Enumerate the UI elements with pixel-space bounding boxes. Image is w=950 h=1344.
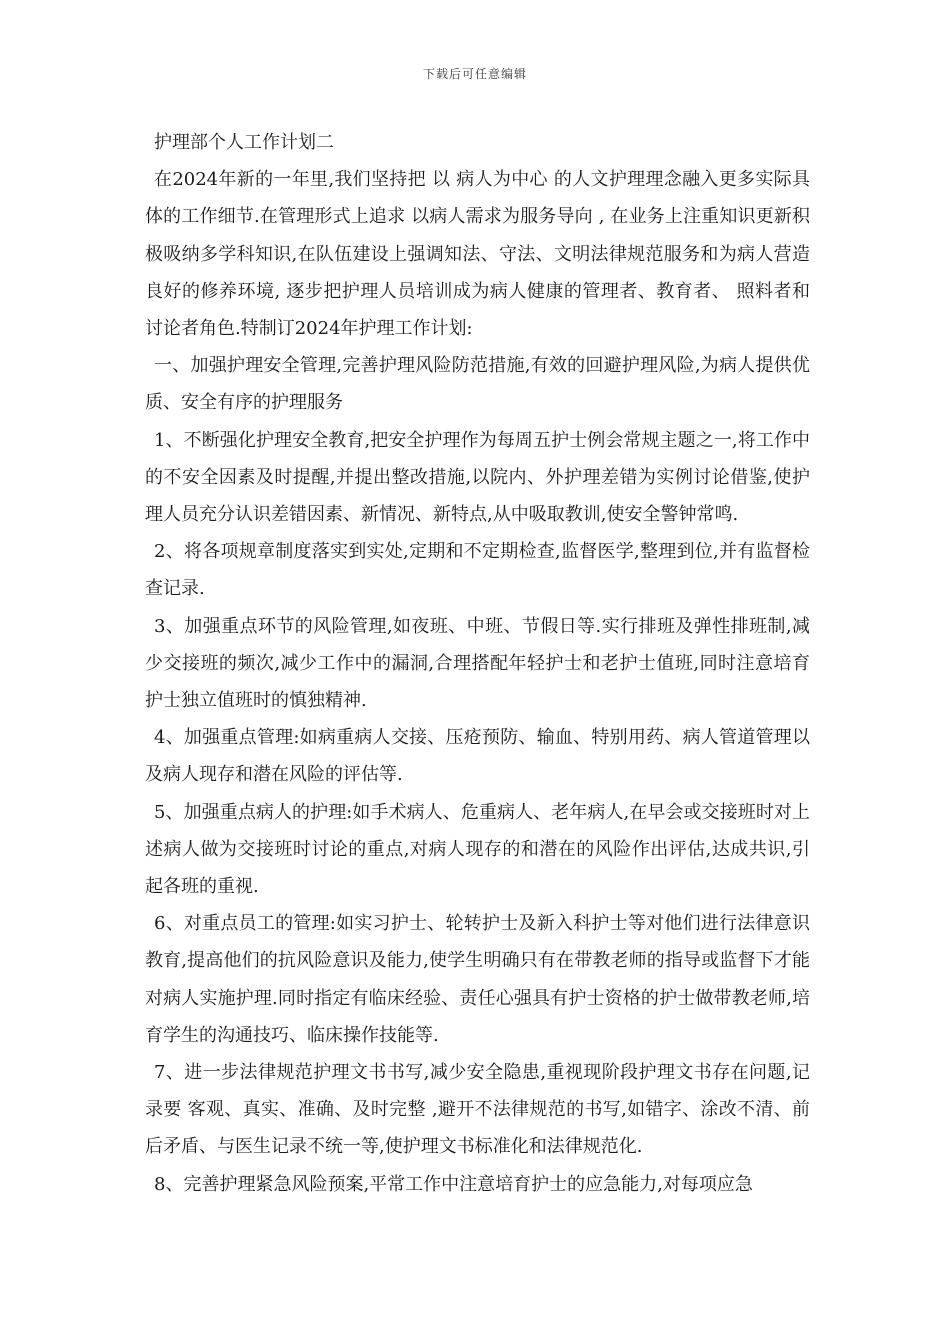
paragraph-section-1: 一、加强护理安全管理,完善护理风险防范措施,有效的回避护理风险,为病人提供优质、安全有序的护理服务 xyxy=(145,355,810,414)
paragraph-item-5: 5、加强重点病人的护理:如手术病人、危重病人、老年病人,在早会或交接班时对上述病人做为交接班时讨论的重点,对病人现存的和潜在的风险作出评估,达成共识,引起各班的重视. xyxy=(145,801,810,898)
paragraph-item-7: 7、进一步法律规范护理文书书写,减少安全隐患,重视现阶段护理文书存在问题,记录要 客观、真实、准确、及时完整 ,避开不法律规范的书写,如错字、涂改不清、前后矛盾、与医生记录不统一等,使护理文书标准化和法律规范化. xyxy=(145,1062,810,1158)
paragraph-item-6: 6、对重点员工的管理:如实习护士、轮转护士及新入科护士等对他们进行法律意识教育,提高他们的抗风险意识及能力,使学生明确只有在带教老师的指导或监督下才能对病人实施护理.同时指定有临床经验、责任心强具有护士资格的护士做带教老师,培育学生的沟通技巧、临床操作技能等. xyxy=(145,913,810,1046)
paragraph-item-1: 1、不断强化护理安全教育,把安全护理作为每周五护士例会常规主题之一,将工作中的不安全因素及时提醒,并提出整改措施,以院内、外护理差错为实例讨论借鉴,使护理人员充分认识差错因素、新情况、新特点,从中吸取教训,使安全警钟常鸣. xyxy=(145,429,810,526)
paragraph-item-4: 4、加强重点管理:如病重病人交接、压疮预防、输血、特别用药、病人管道管理以及病人现存和潜在风险的评估等. xyxy=(145,727,810,786)
paragraph-item-2: 2、将各项规章制度落实到实处,定期和不定期检查,监督医学,整理到位,并有监督检查记录. xyxy=(145,541,810,600)
document-body xyxy=(145,124,810,1203)
document-title: 护理部个人工作计划二 xyxy=(154,132,334,153)
paragraph-intro: 在2024年新的一年里,我们坚持把 以 病人为中心 的人文护理理念融入更多实际具体的工作细节.在管理形式上追求 以病人需求为服务导向 , 在业务上注重知识更新积极吸纳多学科知识,在队伍建设上强调知法、守法、文明法律规范服务和为病人营造良好的修养环境, 逐步把护理人员培训成为病人健康的管理者、教育者、 照料者和讨论者角色.特制订2024年护理工作计划: xyxy=(145,169,810,340)
paragraph-item-3: 3、加强重点环节的风险管理,如夜班、中班、节假日等.实行排班及弹性排班制,减少交接班的频次,减少工作中的漏洞,合理搭配年轻护士和老护士值班,同时注意培育护士独立值班时的慎独精神. xyxy=(145,615,810,712)
header-note: 下载后可任意编辑 xyxy=(422,67,527,81)
paragraph-item-8: 8、完善护理紧急风险预案,平常工作中注意培育护士的应急能力,对每项应急 xyxy=(154,1173,753,1195)
